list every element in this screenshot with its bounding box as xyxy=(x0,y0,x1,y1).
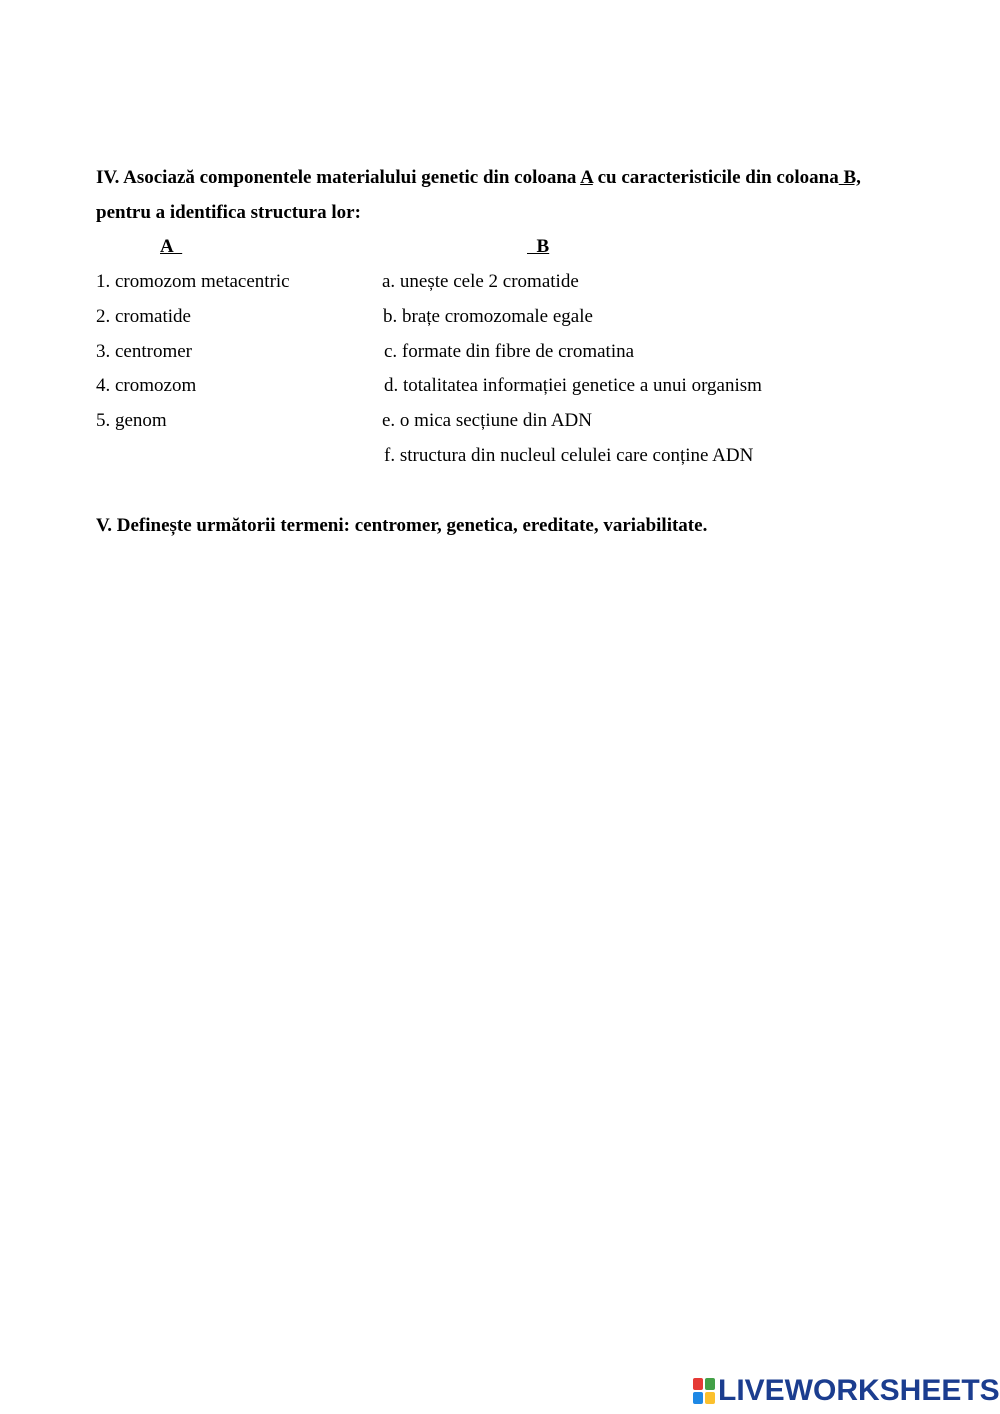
question-v-heading: V. Definește următorii termeni: centromer, genetica, ereditate, variabilitate. xyxy=(96,515,708,536)
column-b-item: d. totalitatea informației genetice a unui organism xyxy=(384,375,762,396)
question-iv-heading-line2: pentru a identifica structura lor: xyxy=(96,202,361,223)
column-b-item: f. structura din nucleul celulei care conține ADN xyxy=(384,445,754,466)
column-b-item: c. formate din fibre de cromatina xyxy=(384,341,635,362)
logo-mark-square xyxy=(705,1392,715,1404)
column-b-item: b. brațe cromozomale egale xyxy=(383,306,593,327)
column-b-header: B xyxy=(527,236,550,257)
column-a-item: 4. cromozom xyxy=(96,375,197,396)
column-b-item: e. o mica secțiune din ADN xyxy=(382,410,593,431)
question-iv-text-part2: cu caracteristicile din coloana xyxy=(592,167,839,188)
column-a-item: 2. cromatide xyxy=(96,306,191,327)
question-iv-text-part1: IV. Asociază componentele materialului genetic din coloana xyxy=(96,167,581,188)
column-a-item: 5. genom xyxy=(96,410,167,431)
column-a-item: 3. centromer xyxy=(96,341,193,362)
column-b-item: a. unește cele 2 cromatide xyxy=(382,271,579,292)
logo-text: LIVEWORKSHEETS xyxy=(718,1374,1000,1407)
logo-mark-square xyxy=(705,1378,715,1390)
question-iv-heading-line1 xyxy=(96,166,861,190)
column-b-reference: B, xyxy=(838,167,861,188)
column-a-item: 1. cromozom metacentric xyxy=(96,271,290,292)
column-a-reference: A xyxy=(580,167,593,188)
logo-mark-square xyxy=(693,1392,703,1404)
logo-mark-square xyxy=(693,1378,703,1390)
column-a-header: A xyxy=(160,236,183,257)
liveworksheets-logo-icon xyxy=(693,1378,715,1404)
liveworksheets-logo xyxy=(693,1374,1000,1408)
